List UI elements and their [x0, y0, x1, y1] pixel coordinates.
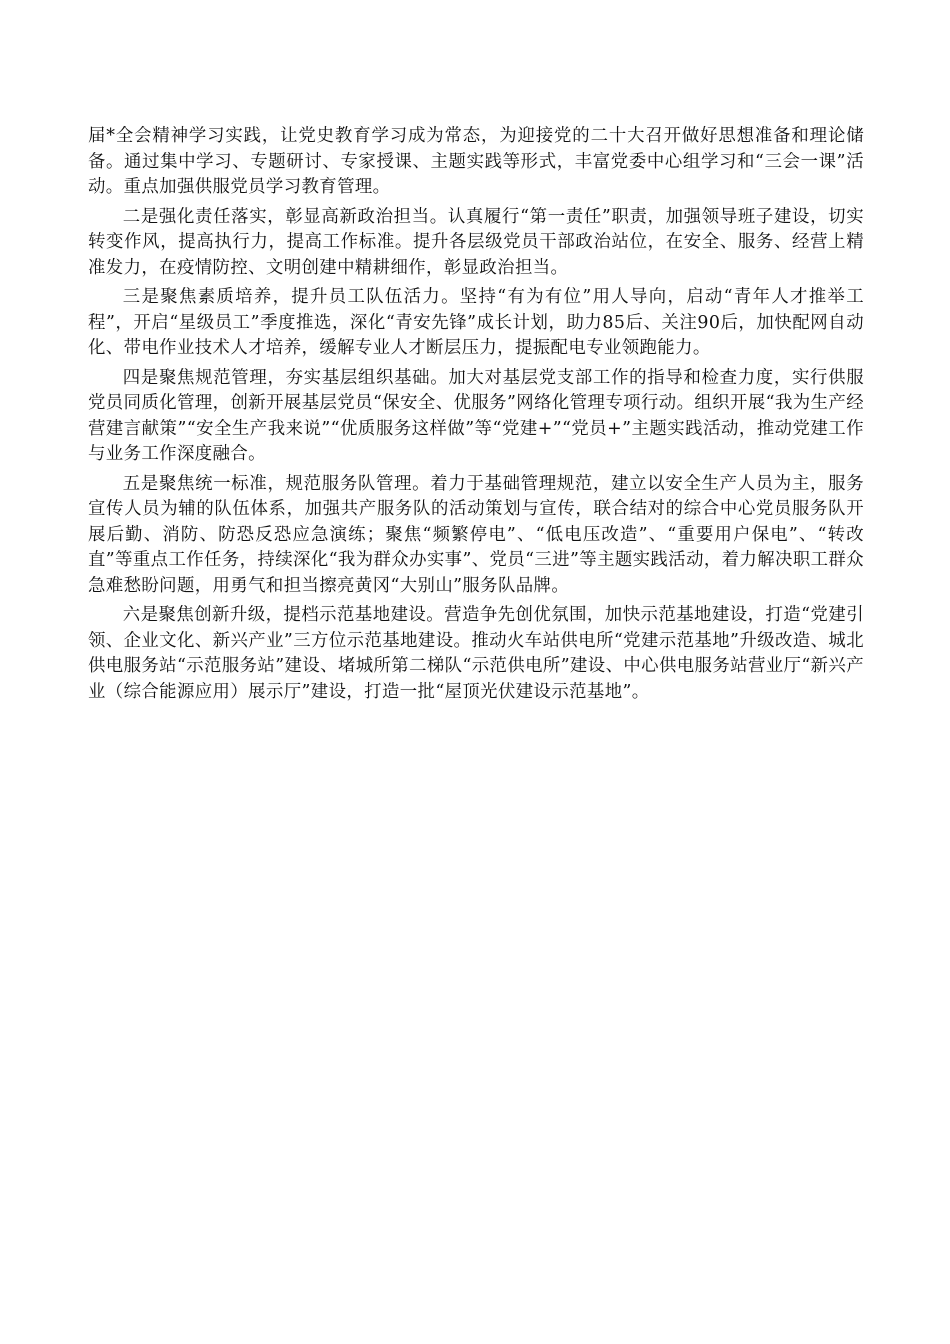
paragraph-continuation: 届*全会精神学习实践，让党史教育学习成为常态，为迎接党的二十大召开做好思想准备和理论储备。通过集中学习、专题研讨、专家授课、主题实践等形式，丰富党委中心组学习和“三会一课”活动。重点加强供服党员学习教育管理。	[88, 126, 864, 197]
paragraph-quality-training: 三是聚焦素质培养，提升员工队伍活力。坚持“有为有位”用人导向，启动“青年人才推举工程”，开启“星级员工”季度推选，深化“青安先锋”成长计划，助力85后、关注90后，加快配网自动化、带电作业技术人才培养，缓解专业人才断层压力，提振配电专业领跑能力。	[88, 287, 864, 358]
paragraph-demo-base: 六是聚焦创新升级，提档示范基地建设。营造争先创优氛围，加快示范基地建设，打造“党建引领、企业文化、新兴产业”三方位示范基地建设。推动火车站供电所“党建示范基地”升级改造、城北供电服务站“示范服务站”建设、堵城所第二梯队“示范供电所”建设、中心供电服务站营业厅“新兴产业（综合能源应用）展示厅”建设，打造一批“屋顶光伏建设示范基地”。	[88, 605, 864, 702]
paragraph-standard-management: 四是聚焦规范管理，夯实基层组织基础。加大对基层党支部工作的指导和检查力度，实行供服党员同质化管理，创新开展基层党员“保安全、优服务”网络化管理专项行动。组织开展“我为生产经营建言献策”“安全生产我来说”“优质服务这样做”等“党建+”“党员+”主题实践活动，推动党建工作与业务工作深度融合。	[88, 367, 864, 464]
paragraph-responsibility: 二是强化责任落实，彰显高新政治担当。认真履行“第一责任”职责，加强领导班子建设，切实转变作风，提高执行力，提高工作标准。提升各层级党员干部政治站位，在安全、服务、经营上精准发力，在疫情防控、文明创建中精耕细作，彰显政治担当。	[88, 206, 864, 278]
document-body	[88, 124, 864, 709]
paragraph-service-team: 五是聚焦统一标准，规范服务队管理。着力于基础管理规范，建立以安全生产人员为主，服务宣传人员为辅的队伍体系，加强共产服务队的活动策划与宣传，联合结对的综合中心党员服务队开展后勤、消防、防恐反恐应急演练；聚焦“频繁停电”、“低电压改造”、“重要用户保电”、“转改直”等重点工作任务，持续深化“我为群众办实事”、党员“三进”等主题实践活动，着力解决职工群众急难愁盼问题，用勇气和担当擦亮黄冈“大别山”服务队品牌。	[88, 473, 864, 596]
